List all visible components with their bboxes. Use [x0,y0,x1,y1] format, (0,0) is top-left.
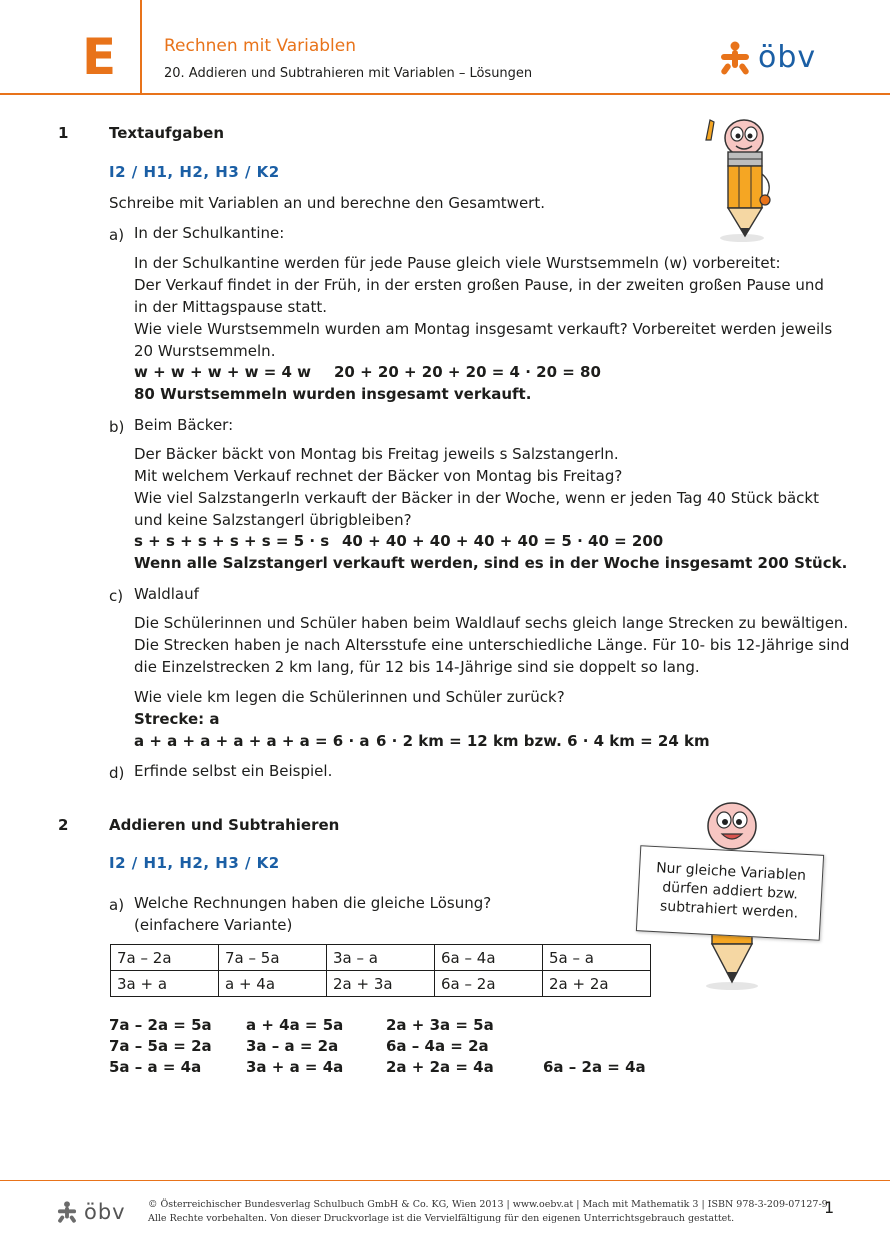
table-cell: 7a – 2a [111,945,219,971]
competency-codes: I2 / H1, H2, H3 / K2 [109,854,280,872]
subtask-heading: Waldlauf [134,585,199,603]
subtask-label: d) [109,764,125,782]
chapter-letter: E [82,28,117,86]
task-text: In der Schulkantine werden für jede Pause gleich viele Wurstsemmeln (w) vorbereitet: Der Verkauf findet in der Früh, in der ersten großen Pause, in der zweiten großen Pause und in der Mittagspause statt. Wie viele Wurstsemmeln wurden am Montag insgesamt verkauft? Vorbereitet werden jeweils 20 Wurstsemmeln. [134,254,833,360]
solution-line: a + 4a = 5a [246,1016,344,1034]
solution-answer: 80 Wurstsemmeln wurden insgesamt verkauft. [134,385,532,403]
solution-line: 6 · 2 km = 12 km bzw. 6 · 4 km = 24 km [376,732,710,750]
header-rule [0,93,890,95]
solution-line: 7a – 2a = 5a [109,1016,212,1034]
table-cell: 5a – a [543,945,651,971]
subtask-heading: In der Schulkantine: [134,224,285,242]
table-cell: 7a – 5a [219,945,327,971]
table-cell: 6a – 4a [435,945,543,971]
competency-codes: I2 / H1, H2, H3 / K2 [109,163,280,181]
logo-text: öbv [758,40,817,75]
term-table [110,944,651,997]
solution-line: 3a – a = 2a [246,1037,339,1055]
solution-line: 5a – a = 4a [109,1058,202,1076]
solution-line: 2a + 2a = 4a [386,1058,494,1076]
header-divider [140,0,142,94]
task-text: Welche Rechnungen haben die gleiche Lösung? (einfachere Variante) [134,894,492,934]
solution-line: 20 + 20 + 20 + 20 = 4 · 20 = 80 [334,363,601,381]
task-text: Erfinde selbst ein Beispiel. [134,762,333,780]
task-question: Wie viele km legen die Schülerinnen und Schüler zurück? [134,688,565,706]
task-intro: Schreibe mit Variablen an und berechne den Gesamtwert. [109,194,545,212]
obv-star-icon [56,1201,78,1223]
table-row [111,971,651,997]
solution-line: 7a – 5a = 2a [109,1037,212,1055]
subtask-label: c) [109,587,124,605]
subtask-heading: Beim Bäcker: [134,416,234,434]
section-number: 2 [58,816,69,834]
solution-line: 6a – 2a = 4a [543,1058,646,1076]
publisher-logo [718,40,816,75]
solution-line: 40 + 40 + 40 + 40 + 40 = 5 · 40 = 200 [342,532,664,550]
footer-logo [56,1200,126,1224]
solution-line: 6a – 4a = 2a [386,1037,489,1055]
solution-line: 2a + 3a = 5a [386,1016,494,1034]
solution-line: s + s + s + s + s = 5 · s [134,532,330,550]
subtask-label: b) [109,418,125,436]
table-cell: 2a + 2a [543,971,651,997]
table-row [111,945,651,971]
solution-line: Strecke: a [134,710,220,728]
section-number: 1 [58,124,69,142]
table-cell: 3a – a [327,945,435,971]
solution-line: 3a + a = 4a [246,1058,344,1076]
task-text: Der Bäcker bäckt von Montag bis Freitag jeweils s Salzstangerln. Mit welchem Verkauf rechnet der Bäcker von Montag bis Freitag? Wie viel Salzstangerln verkauft der Bäcker in der Woche, wenn er jeden Tag 40 Stück bäckt und keine Salzstangerl übrigbleiben? [134,445,819,529]
solution-line: w + w + w + w = 4 w [134,363,311,381]
logo-text: öbv [84,1200,126,1224]
section-title: Textaufgaben [109,124,225,142]
solution-answer: Wenn alle Salzstangerl verkauft werden, sind es in der Woche insgesamt 200 Stück. [134,554,848,572]
page-number: 1 [824,1198,835,1217]
hint-text: Nur gleiche Variablen dürfen addiert bzw. subtrahiert werden. [655,860,807,922]
table-cell: 3a + a [111,971,219,997]
task-text: Die Schülerinnen und Schüler haben beim Waldlauf sechs gleich lange Strecken zu bewältigen. Die Strecken haben je nach Altersstufe eine unterschiedliche Länge. Für 10- bis 12-Jährige sind die Einzelstrecken 2 km lang, für 12 bis 14-Jährige sind sie doppelt so lang. [134,614,850,676]
table-cell: 6a – 2a [435,971,543,997]
page-subtitle: 20. Addieren und Subtrahieren mit Variablen – Lösungen [164,66,533,81]
obv-star-icon [718,41,752,75]
subtask-label: a) [109,896,125,914]
footer-rule [0,1180,890,1181]
table-cell: 2a + 3a [327,971,435,997]
section-title: Addieren und Subtrahieren [109,816,340,834]
copyright-text: © Österreichischer Bundesverlag Schulbuch GmbH & Co. KG, Wien 2013 | www.oebv.at | Mach mit Mathematik 3 | ISBN 978-3-209-07127-9 Alle Rechte vorbehalten. Von dieser Druckvorlage ist die Vervielfältigung für den eigenen Unterrichtsgebrauch gestattet. [148,1199,828,1224]
table-cell: a + 4a [219,971,327,997]
subtask-label: a) [109,226,125,244]
hint-sign [636,845,824,941]
page-title: Rechnen mit Variablen [164,36,356,56]
solution-line: a + a + a + a + a + a = 6 · a [134,732,370,750]
pencil-mascot-icon [698,112,778,244]
